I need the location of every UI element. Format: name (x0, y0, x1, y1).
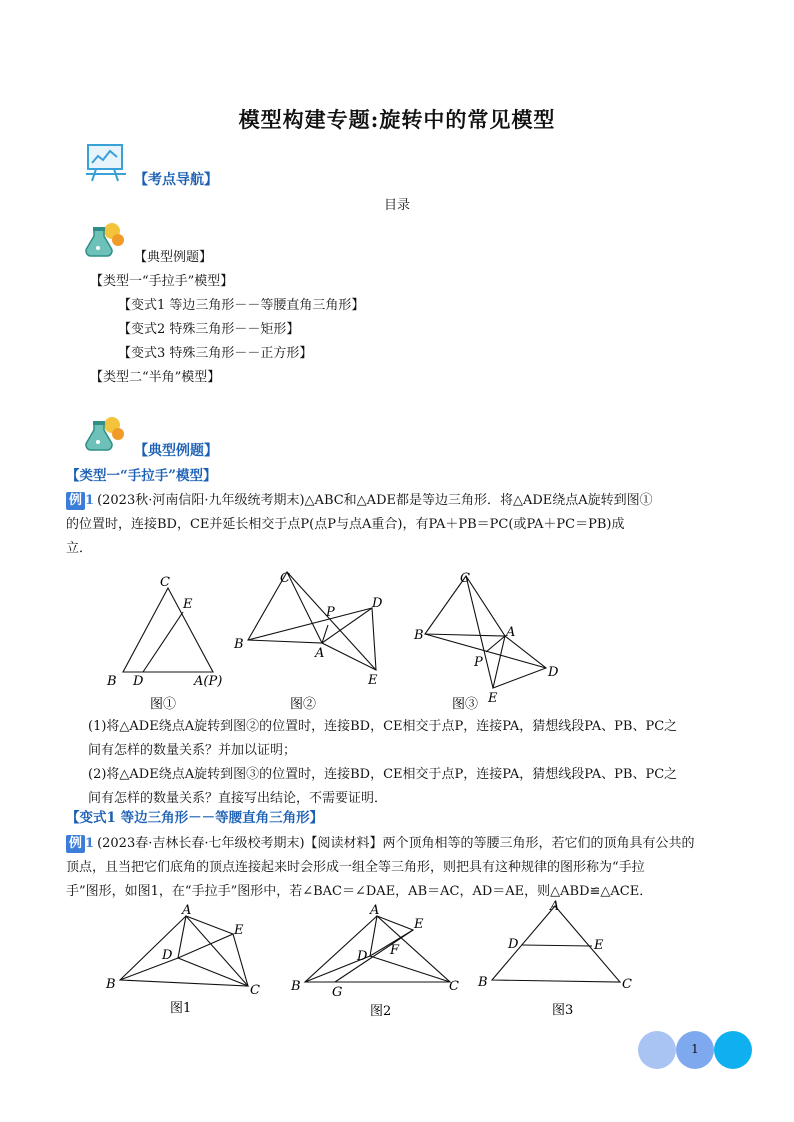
example-badge: 例 (66, 835, 85, 853)
label-b: B (106, 977, 116, 992)
page-number: 1 (691, 1042, 699, 1056)
figure-2 (248, 572, 376, 670)
label-b: B (291, 979, 301, 994)
type1-heading: 【类型一“手拉手”模型】 (66, 468, 217, 484)
label-e: E (488, 691, 498, 706)
label-b: B (107, 674, 117, 689)
ex2-line1: (2023春·吉林长春·七年级校考期末)【阅读材料】两个顶角相等的等腰三角形，若它们的顶角具有公共的 (97, 836, 695, 851)
label-d: D (357, 949, 368, 964)
label-d: D (162, 948, 173, 963)
page-title: 模型构建专题:旋转中的常见模型 (238, 107, 556, 132)
label-p: P (326, 605, 335, 620)
label-d: D (133, 674, 144, 689)
label-e: E (234, 923, 244, 938)
toc-var3[interactable]: 【变式3 特殊三角形－－正方形】 (118, 346, 313, 361)
label-f: F (390, 943, 400, 958)
ex1-figures (100, 570, 740, 720)
section-label: 【典型例题】 (134, 443, 218, 459)
q2-line2: 间有怎样的数量关系？直接写出结论，不需要证明． (88, 791, 388, 806)
label-a: A (550, 899, 560, 914)
fig-caption-3: 图3 (552, 1003, 574, 1018)
q1-line1: (1)将△ADE绕点A旋转到图②的位置时，连接BD，CE相交于点P，连接PA，猜想线段PA、PB、PC之 (88, 719, 678, 734)
label-b: B (478, 975, 488, 990)
label-a: A (182, 903, 192, 918)
ex2-line2: 顶点，且当把它们底角的顶点连接起来时会形成一组全等三角形，则把具有这种规律的图形称为“手拉 (66, 860, 645, 875)
label-a: A (370, 903, 380, 918)
label-c: C (250, 983, 260, 998)
ex2-text (66, 832, 736, 904)
label-c: C (622, 977, 632, 992)
fig-caption-3: 图③ (452, 697, 479, 712)
ex2-figures (100, 898, 660, 1023)
label-d: D (372, 596, 383, 611)
label-a: A (506, 625, 516, 640)
example-number: 1 (85, 493, 95, 508)
ex1-line2: 的位置时，连接BD，CE并延长相交于点P(点P与点A重合)，有PA＋PB＝PC(或PA＋PC＝PB)成 (66, 517, 625, 532)
page-number-badge (638, 1029, 752, 1067)
label-b: B (234, 637, 244, 652)
label-c: C (160, 575, 170, 590)
figure-2-handshake (305, 916, 450, 982)
fig-caption-2: 图② (290, 697, 317, 712)
label-d: D (508, 937, 519, 952)
presentation-board-icon (84, 141, 128, 183)
flask-icon (84, 412, 126, 454)
flask-icon (84, 218, 126, 260)
toc-type1[interactable]: 【类型一“手拉手”模型】 (90, 274, 234, 289)
label-p: P (474, 655, 483, 670)
label-ap: A(P) (194, 674, 223, 689)
label-a: A (315, 646, 325, 661)
q1-line2: 间有怎样的数量关系？并加以证明； (88, 743, 297, 758)
toc-var1[interactable]: 【变式1 等边三角形－－等腰直角三角形】 (118, 298, 365, 313)
var1-heading: 【变式1 等边三角形－－等腰直角三角形】 (66, 810, 324, 826)
toc-type2[interactable]: 【类型二“半角”模型】 (90, 370, 221, 385)
label-b: B (414, 628, 424, 643)
ex1-text (66, 489, 736, 561)
label-e: E (368, 673, 378, 688)
nav-label: 【考点导航】 (134, 172, 218, 188)
ex1-line1: (2023秋·河南信阳·九年级统考期末)△ABC和△ADE都是等边三角形．将△ADE绕点A旋转到图① (97, 493, 653, 508)
toc-typical[interactable]: 【典型例题】 (134, 250, 213, 265)
label-g: G (332, 985, 343, 1000)
example-badge: 例 (66, 492, 85, 510)
ex1-line3: 立． (66, 541, 93, 556)
toc-title: 目录 (383, 198, 410, 213)
fig-caption-1: 图① (150, 697, 177, 712)
label-c: C (449, 979, 459, 994)
label-e: E (414, 917, 424, 932)
figure-1 (123, 588, 213, 672)
label-d: D (548, 665, 559, 680)
ex2-line3: 手”图形，如图1，在“手拉手”图形中，若∠BAC＝∠DAE，AB＝AC，AD＝AE，则△ABD≌△ACE． (66, 884, 653, 899)
fig-caption-2: 图2 (370, 1004, 392, 1019)
toc-var2[interactable]: 【变式2 特殊三角形－－矩形】 (118, 322, 300, 337)
label-c: C (280, 571, 290, 586)
example-number: 1 (85, 836, 95, 851)
ex1-questions (88, 715, 738, 811)
label-e: E (594, 938, 604, 953)
label-c: C (460, 571, 470, 586)
figure-1-handshake (120, 916, 248, 986)
fig-caption-1: 图1 (170, 1001, 192, 1016)
figure-3 (425, 576, 546, 688)
label-e: E (183, 597, 193, 612)
q2-line1: (2)将△ADE绕点A旋转到图③的位置时，连接BD，CE相交于点P，连接PA，猜想线段PA、PB、PC之 (88, 767, 678, 782)
